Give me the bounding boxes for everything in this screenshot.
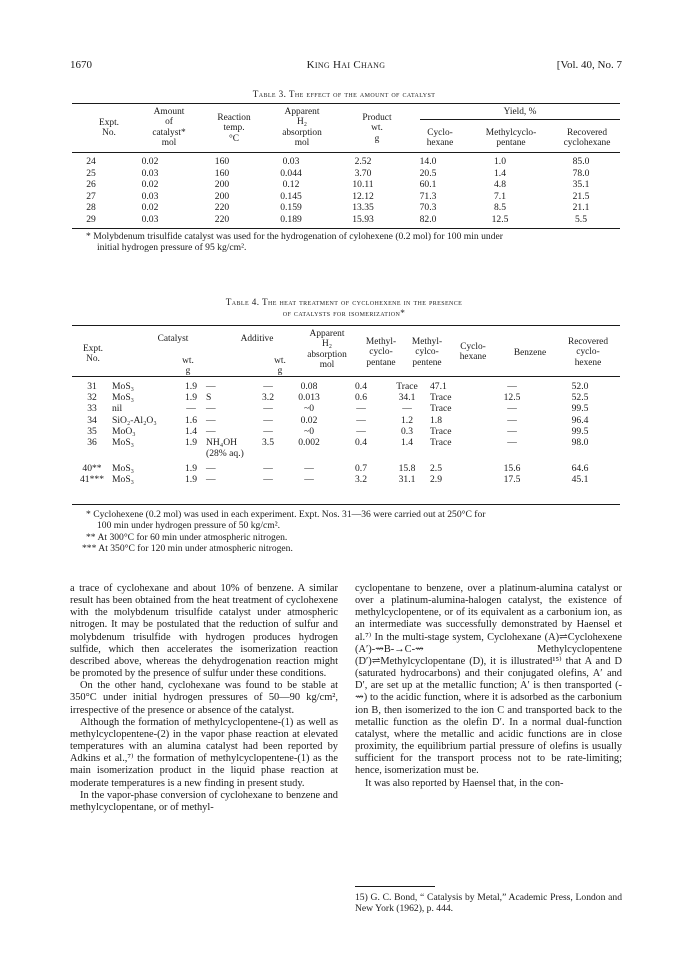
table-cell: NH₄OH — [206, 437, 238, 449]
table-cell: — — [507, 381, 517, 392]
table-cell: 32 — [87, 392, 97, 404]
table4-note-2: ** At 300°C for 60 min under atmospheric nitrogen. — [86, 532, 288, 543]
table-cell: 7.1 — [494, 190, 506, 202]
table-cell: 1.4 — [185, 425, 197, 437]
table-cell: 15.93 — [352, 213, 374, 225]
table-cell: 34.1 — [398, 392, 416, 404]
left-paragraph-3: Although the formation of methylcyclopentene-(1) as well as methylcyclopentene-(2) in the vapor phase reaction at elevated temperatures with an alumina catalyst had been reported by Adkins et al.,⁷⁾ the formation of methylcyclopentene-(1) as the main isomerization product in the liquid phase reaction at moderate temperatures is a new finding in present study. — [70, 716, 338, 789]
left-paragraph-1: a trace of cyclohexane and about 10% of benzene. A similar result has been obtained from the heat treatment of cyclohexene with the molybdenum trisulfide catalyst under atmospheric nitrogen. It may be postulated that the reduction of sulfur and molybdenum trisulfide with hydrogen produces hydrogen sulfide, which then accelerates the isomerization reaction described above, whereas the dehydrogenation reaction might be promoted by the presence of sulfur under these conditions. — [70, 583, 338, 680]
table-row — [72, 426, 620, 437]
t3-hdr-expt: Expt. No. — [98, 118, 120, 139]
table-cell: — — [206, 425, 216, 437]
table-cell: 0.002 — [298, 437, 320, 449]
table-row — [72, 448, 620, 459]
table-cell: 0.4 — [355, 381, 367, 392]
table4-note-3: *** At 350°C for 120 min under atmospheric nitrogen. — [82, 543, 293, 554]
table-cell: — — [206, 463, 216, 475]
table-cell: 200 — [214, 179, 230, 190]
t3-yield-rule — [420, 119, 620, 120]
table-cell: 34 — [87, 414, 97, 426]
running-author: King Hai Chang — [306, 59, 386, 71]
table-cell — [176, 448, 206, 459]
table-cell: 82.0 — [419, 213, 437, 225]
table4-body — [72, 381, 620, 486]
table-cell: — — [507, 425, 517, 437]
table-cell: — — [263, 403, 273, 415]
table-row — [72, 168, 620, 180]
page-number: 1670 — [70, 59, 92, 71]
table-cell — [112, 448, 176, 459]
table-cell: 0.189 — [280, 213, 302, 225]
t4-hdr-additive: Additive — [240, 334, 274, 344]
table-cell: 0.12 — [282, 179, 300, 190]
table-cell: 8.5 — [494, 202, 506, 213]
table3-footnote: * Molybdenum trisulfide catalyst was used for the hydrogenation of cylohexene (0.2 mol) for 100 min under — [86, 231, 503, 242]
table-cell: 1.6 — [185, 414, 197, 426]
table-cell: 71.3 — [419, 190, 437, 202]
table4-caption: Table 4. The heat treatment of cyclohexene in the presence — [225, 297, 463, 307]
table-cell: 4.8 — [494, 179, 506, 190]
table-cell: Trace — [396, 381, 418, 392]
table-cell: 0.03 — [141, 190, 159, 202]
table-cell: 200 — [214, 190, 230, 202]
table-cell: 35 — [87, 425, 97, 437]
table-cell: 85.0 — [572, 156, 590, 167]
table3-caption: Table 3. The effect of the amount of catalyst — [252, 89, 436, 99]
t4-hdr-expt: Expt. No. — [82, 344, 104, 365]
right-paragraph-2: It was also reported by Haensel that, in the con- — [365, 777, 564, 789]
table-cell: 0.7 — [355, 463, 367, 475]
table-cell: 12.5 — [503, 392, 521, 404]
table-cell: 0.4 — [355, 437, 367, 449]
table-cell: 160 — [214, 156, 230, 167]
t3-hdr-yield: Yield, % — [503, 107, 537, 117]
table-cell: — — [304, 474, 314, 486]
table-cell: MoS₃ — [112, 463, 135, 475]
table-cell: 12.12 — [352, 190, 374, 202]
table-cell: 14.0 — [419, 156, 437, 167]
table-cell: 1.4 — [401, 437, 413, 449]
table-cell: 26 — [86, 179, 96, 190]
table-cell — [540, 448, 620, 459]
left-column — [70, 583, 338, 814]
table-cell: — — [263, 414, 273, 426]
table-cell: — — [206, 414, 216, 426]
table-cell: 3.5 — [262, 437, 274, 449]
footnote-ref-15: 15) G. C. Bond, “ Catalysis by Metal,” Academic Press, London and New York (1962), p. 444. — [355, 892, 622, 915]
t3-hdr-recovered: Recovered cyclohexane — [563, 128, 611, 149]
table3-footnote-cont: initial hydrogen pressure of 95 kg/cm². — [97, 242, 247, 253]
table-row — [72, 415, 620, 426]
table-cell: 1.2 — [401, 414, 413, 426]
table-cell: 0.159 — [280, 202, 302, 213]
table-cell: 52.5 — [571, 392, 589, 404]
table-cell — [338, 448, 384, 459]
table-row — [72, 214, 620, 226]
table-cell: 2.5 — [430, 463, 442, 475]
table-cell: Trace — [430, 392, 452, 404]
table-cell: 31 — [87, 381, 97, 392]
t4-hdr-mcp: Methyl- cyclo- pentane — [365, 337, 397, 368]
table-cell: — — [263, 474, 273, 486]
table-row — [72, 403, 620, 414]
table-cell: S — [206, 392, 212, 404]
table-row — [72, 392, 620, 403]
table3-bottom-rule — [72, 228, 620, 229]
table-cell: 99.5 — [571, 403, 589, 415]
table-cell: — — [507, 414, 517, 426]
table-cell: 0.3 — [401, 425, 413, 437]
table-cell: Trace — [430, 437, 452, 449]
table-cell: 45.1 — [571, 474, 589, 486]
t4-hdr-h2: Apparent H₂ absorption mol — [307, 329, 347, 371]
t3-hdr-amount: Amount of catalyst* mol — [152, 107, 186, 149]
table-cell: 24 — [86, 156, 96, 167]
table-cell: 17.5 — [503, 474, 521, 486]
table-cell: 0.6 — [355, 392, 367, 404]
t3-hdr-cyclohexane: Cyclo- hexane — [426, 128, 454, 149]
table-cell: nil — [112, 403, 123, 415]
table-cell: 98.0 — [571, 437, 589, 449]
table-cell: 60.1 — [419, 179, 437, 190]
table-cell: 21.1 — [572, 202, 590, 213]
table-cell: 15.6 — [503, 463, 521, 475]
table-cell: 64.6 — [571, 463, 589, 475]
left-paragraph-2: On the other hand, cyclohexane was found to be stable at 350°C under initial hydrogen pressures of 50—90 kg/cm², irrespective of the presence or absence of the catalyst. — [70, 680, 338, 716]
table-cell: — — [206, 381, 216, 392]
table-cell: 3.2 — [262, 392, 274, 404]
table-cell: — — [507, 437, 517, 449]
volume-info: [Vol. 40, No. 7 — [556, 59, 622, 71]
left-paragraph-4: In the vapor-phase conversion of cyclohexane to benzene and methylcyclopentane, or of methyl- — [70, 789, 338, 813]
table-cell: 0.08 — [300, 381, 318, 392]
table-cell: SiO₂-Al₂O₃ — [112, 414, 157, 426]
table-cell: 20.5 — [419, 167, 437, 179]
right-paragraph-1: cyclopentane to benzene, over a platinum-alumina catalyst or over a platinum-alumina-halogen catalyst, the existence of methylcyclopentene, or of its equivalent as a carbonium ion, as an intermediate was successfully demonstrated by Haensel et al.⁷⁾ In the multi-stage system, Cyclohexane (A)⇌Cyclohexene (A′)-⇝B-→C-⇝ Methylcyclopentene (D′)⇌Methylcyclopentane (D), it is illustrated¹⁵⁾ that A and D (saturated hydrocarbons) and their conjugated olefins, A′ and D′, are set up at the metallic function; A′ is then transported (-⇝) to the acidic function, where it is adsorbed as the carbonium ion B, then isomerized to the ion C and transported back to the metallic function as the olefin D′. In a normal dual-function catalyst, where the metallic and acidic functions are in close proximity, the equilibrium partial pressure of olefins is usually sufficient for the transport process not to be rate-limiting; hence, isomerization must be. — [355, 583, 622, 777]
table-cell: ~0 — [304, 425, 314, 437]
table-cell: 70.3 — [419, 202, 437, 213]
table-cell: 36 — [87, 437, 97, 449]
table-cell: 220 — [214, 202, 230, 213]
table-cell: 2.9 — [430, 474, 442, 486]
table-cell: — — [263, 425, 273, 437]
running-head — [70, 59, 622, 75]
table-cell: 0.013 — [298, 392, 320, 404]
table-cell: — — [186, 403, 196, 415]
table-cell — [430, 448, 484, 459]
t4-hdr-mcpe: Methyl- cylco- pentene — [411, 337, 443, 368]
table-cell: 3.70 — [354, 167, 372, 179]
table-cell: 220 — [214, 213, 230, 225]
table-cell: — — [304, 463, 314, 475]
table-cell: MoS₃ — [112, 392, 135, 404]
table-cell — [256, 448, 280, 459]
table-row — [72, 179, 620, 191]
table-cell: 25 — [86, 167, 96, 179]
t4-hdr-cat-wt: wt. g — [182, 356, 194, 377]
table-cell: 0.145 — [280, 190, 302, 202]
table-cell: 78.0 — [572, 167, 590, 179]
t4-hdr-benzene: Benzene — [513, 348, 547, 358]
t4-hdr-recovered: Recovered cyclo- hexene — [567, 337, 609, 368]
table-cell: 1.9 — [185, 474, 197, 486]
table-cell: 0.03 — [282, 156, 300, 167]
table-cell: MoS₃ — [112, 381, 135, 392]
table-cell: 13.35 — [352, 202, 374, 213]
table-cell: (28% aq.) — [206, 448, 244, 460]
t4-hdr-cyclohexane: Cyclo- hexane — [459, 342, 487, 363]
table-cell: — — [507, 403, 517, 415]
table4-caption-cont: of catalysts for isomerization* — [282, 308, 406, 318]
table-cell: ~0 — [304, 403, 314, 415]
table-cell: — — [263, 381, 273, 392]
table-row — [72, 191, 620, 203]
table-cell: 1.9 — [185, 381, 197, 392]
right-column — [355, 583, 622, 790]
table-row — [72, 202, 620, 214]
table-cell: Trace — [430, 403, 452, 415]
table-row — [72, 459, 620, 474]
table-cell: 27 — [86, 190, 96, 202]
table-cell: 0.044 — [280, 167, 302, 179]
table-cell: 29 — [86, 213, 96, 225]
table-cell: 0.02 — [141, 156, 159, 167]
table-cell — [384, 448, 430, 459]
table-row — [72, 474, 620, 485]
table-cell: 3.2 — [355, 474, 367, 486]
table-cell: 41*** — [80, 474, 104, 486]
t3-hdr-product: Product wt. g — [362, 113, 392, 144]
t3-hdr-h2: Apparent H₂ absorption mol — [282, 107, 322, 149]
table-cell: 10.11 — [352, 179, 374, 190]
table4-top-rule — [72, 325, 620, 326]
table-cell: 0.02 — [141, 202, 159, 213]
footnote-divider — [355, 886, 435, 887]
table-cell: MoS₃ — [112, 474, 135, 486]
table-cell: 12.5 — [491, 213, 509, 225]
table-cell: 35.1 — [572, 179, 590, 190]
table-cell: MoS₃ — [112, 437, 135, 449]
table-cell: 31.1 — [398, 474, 416, 486]
table3-body — [72, 156, 620, 225]
table-cell: — — [402, 403, 412, 415]
table-cell: 0.03 — [141, 167, 159, 179]
table-cell: 2.52 — [354, 156, 372, 167]
t4-hdr-add-wt: wt. g — [274, 356, 286, 377]
table-cell — [484, 448, 540, 459]
table-cell: MoO₃ — [112, 425, 136, 437]
table4-note-1: * Cyclohexene (0.2 mol) was used in each experiment. Expt. Nos. 31—36 were carried out at 250°C for — [86, 509, 486, 520]
table-cell: 1.4 — [494, 167, 506, 179]
table-cell: 52.0 — [571, 381, 589, 392]
table-row — [72, 156, 620, 168]
table-cell: 1.9 — [185, 392, 197, 404]
table4-note-1-cont: 100 min under hydrogen pressure of 50 kg/cm². — [97, 520, 280, 531]
table-cell: 1.9 — [185, 463, 197, 475]
table-cell: 15.8 — [398, 463, 416, 475]
table-cell: 5.5 — [575, 213, 587, 225]
t3-hdr-mcp: Methylcyclo- pentane — [485, 128, 537, 149]
table-row — [72, 437, 620, 448]
table-row — [72, 381, 620, 392]
table-cell: 1.0 — [494, 156, 506, 167]
table4-bottom-rule — [72, 504, 620, 505]
table-cell: 47.1 — [430, 381, 447, 392]
table3-top-rule — [72, 103, 620, 104]
table3-header-rule — [72, 152, 620, 153]
table-cell: 96.4 — [571, 414, 589, 426]
table-cell: — — [206, 474, 216, 486]
table-cell: — — [263, 463, 273, 475]
table-cell: — — [356, 425, 366, 437]
table-cell: 0.03 — [141, 213, 159, 225]
table4-header-rule — [72, 376, 620, 377]
table-cell: 0.02 — [141, 179, 159, 190]
table-cell: — — [356, 403, 366, 415]
t4-hdr-catalyst: Catalyst — [157, 334, 189, 344]
table-cell: 1.9 — [185, 437, 197, 449]
table-cell: — — [206, 403, 216, 415]
table-cell: 99.5 — [571, 425, 589, 437]
table-cell: Trace — [430, 425, 452, 437]
table-cell: 33 — [87, 403, 97, 415]
table-cell: 21.5 — [572, 190, 590, 202]
table-cell: 1.8 — [430, 414, 442, 426]
t3-hdr-temp: Reaction temp. °C — [217, 113, 251, 144]
table-cell: 160 — [214, 167, 230, 179]
table-cell — [280, 448, 338, 459]
table-cell: 40** — [82, 463, 102, 475]
table-cell: 0.02 — [300, 414, 318, 426]
table-cell: 28 — [86, 202, 96, 213]
table-cell — [72, 448, 112, 459]
table-cell: — — [356, 414, 366, 426]
